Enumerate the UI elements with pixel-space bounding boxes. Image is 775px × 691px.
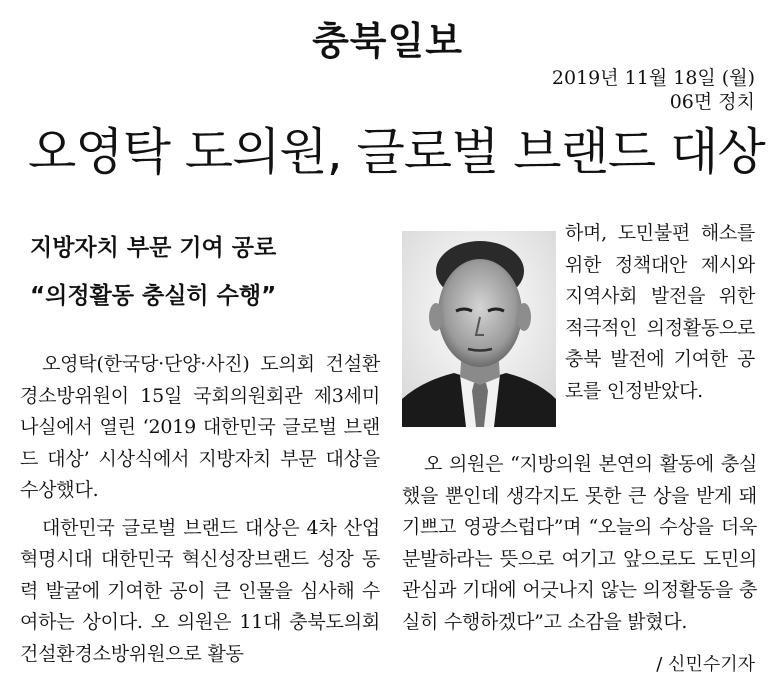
subhead-2: “의정활동 충실히 수행” xyxy=(30,283,277,309)
body-paragraph-1: 오영탁(한국당·단양·사진) 도의회 건설환경소방위원이 15일 국회의원회관 제3세미나실에서 열린 ‘2019 대한민국 글로벌 브랜드 대상’ 시상식에서 지방자치 부문 대상을 수상했다. xyxy=(20,353,380,501)
body-paragraph-2: 대한민국 글로벌 브랜드 대상은 4차 산업혁명시대 대한민국 혁신성장브랜드 성장 동력 발굴에 기여한 공이 큰 인물을 심사해 수여하는 상이다. 오 의원은 11대 충북도의회 건설환경소방위원으로 활동 xyxy=(20,516,380,665)
article-left-column xyxy=(20,349,380,670)
article-headline: 오영탁 도의원, 글로벌 브랜드 대상 xyxy=(28,123,765,181)
article-right-column-top xyxy=(565,218,755,407)
portrait-photo xyxy=(402,231,556,427)
reporter-byline: / 신민수기자 xyxy=(656,654,755,675)
article-right-column-bottom xyxy=(402,449,757,638)
body-paragraph-4: 오 의원은 “지방의원 본연의 활동에 충실했을 뿐인데 생각지도 못한 큰 상을 받게 돼 기쁘고 영광스럽다”며 “오늘의 수상을 더욱 분발하라는 뜻으로 여기고 앞으로도 도민의 관심과 기대에 어긋나지 않는 의정활동을 충실히 수행하겠다”고 소감을 밝혔다. xyxy=(402,453,757,633)
subhead-1: 지방자치 부문 기여 공로 xyxy=(30,235,277,261)
newspaper-masthead: 충북일보 xyxy=(312,19,463,63)
portrait-illustration xyxy=(402,231,556,427)
publication-date: 2019년 11월 18일 (월) xyxy=(551,67,755,89)
body-paragraph-3: 하며, 도민불편 해소를 위한 정책대안 제시와 지역사회 발전을 위한 적극적인 의정활동으로 충북 발전에 기여한 공로를 인정받았다. xyxy=(565,222,755,402)
page-section: 06면 정치 xyxy=(669,91,755,113)
dateline xyxy=(552,66,755,114)
